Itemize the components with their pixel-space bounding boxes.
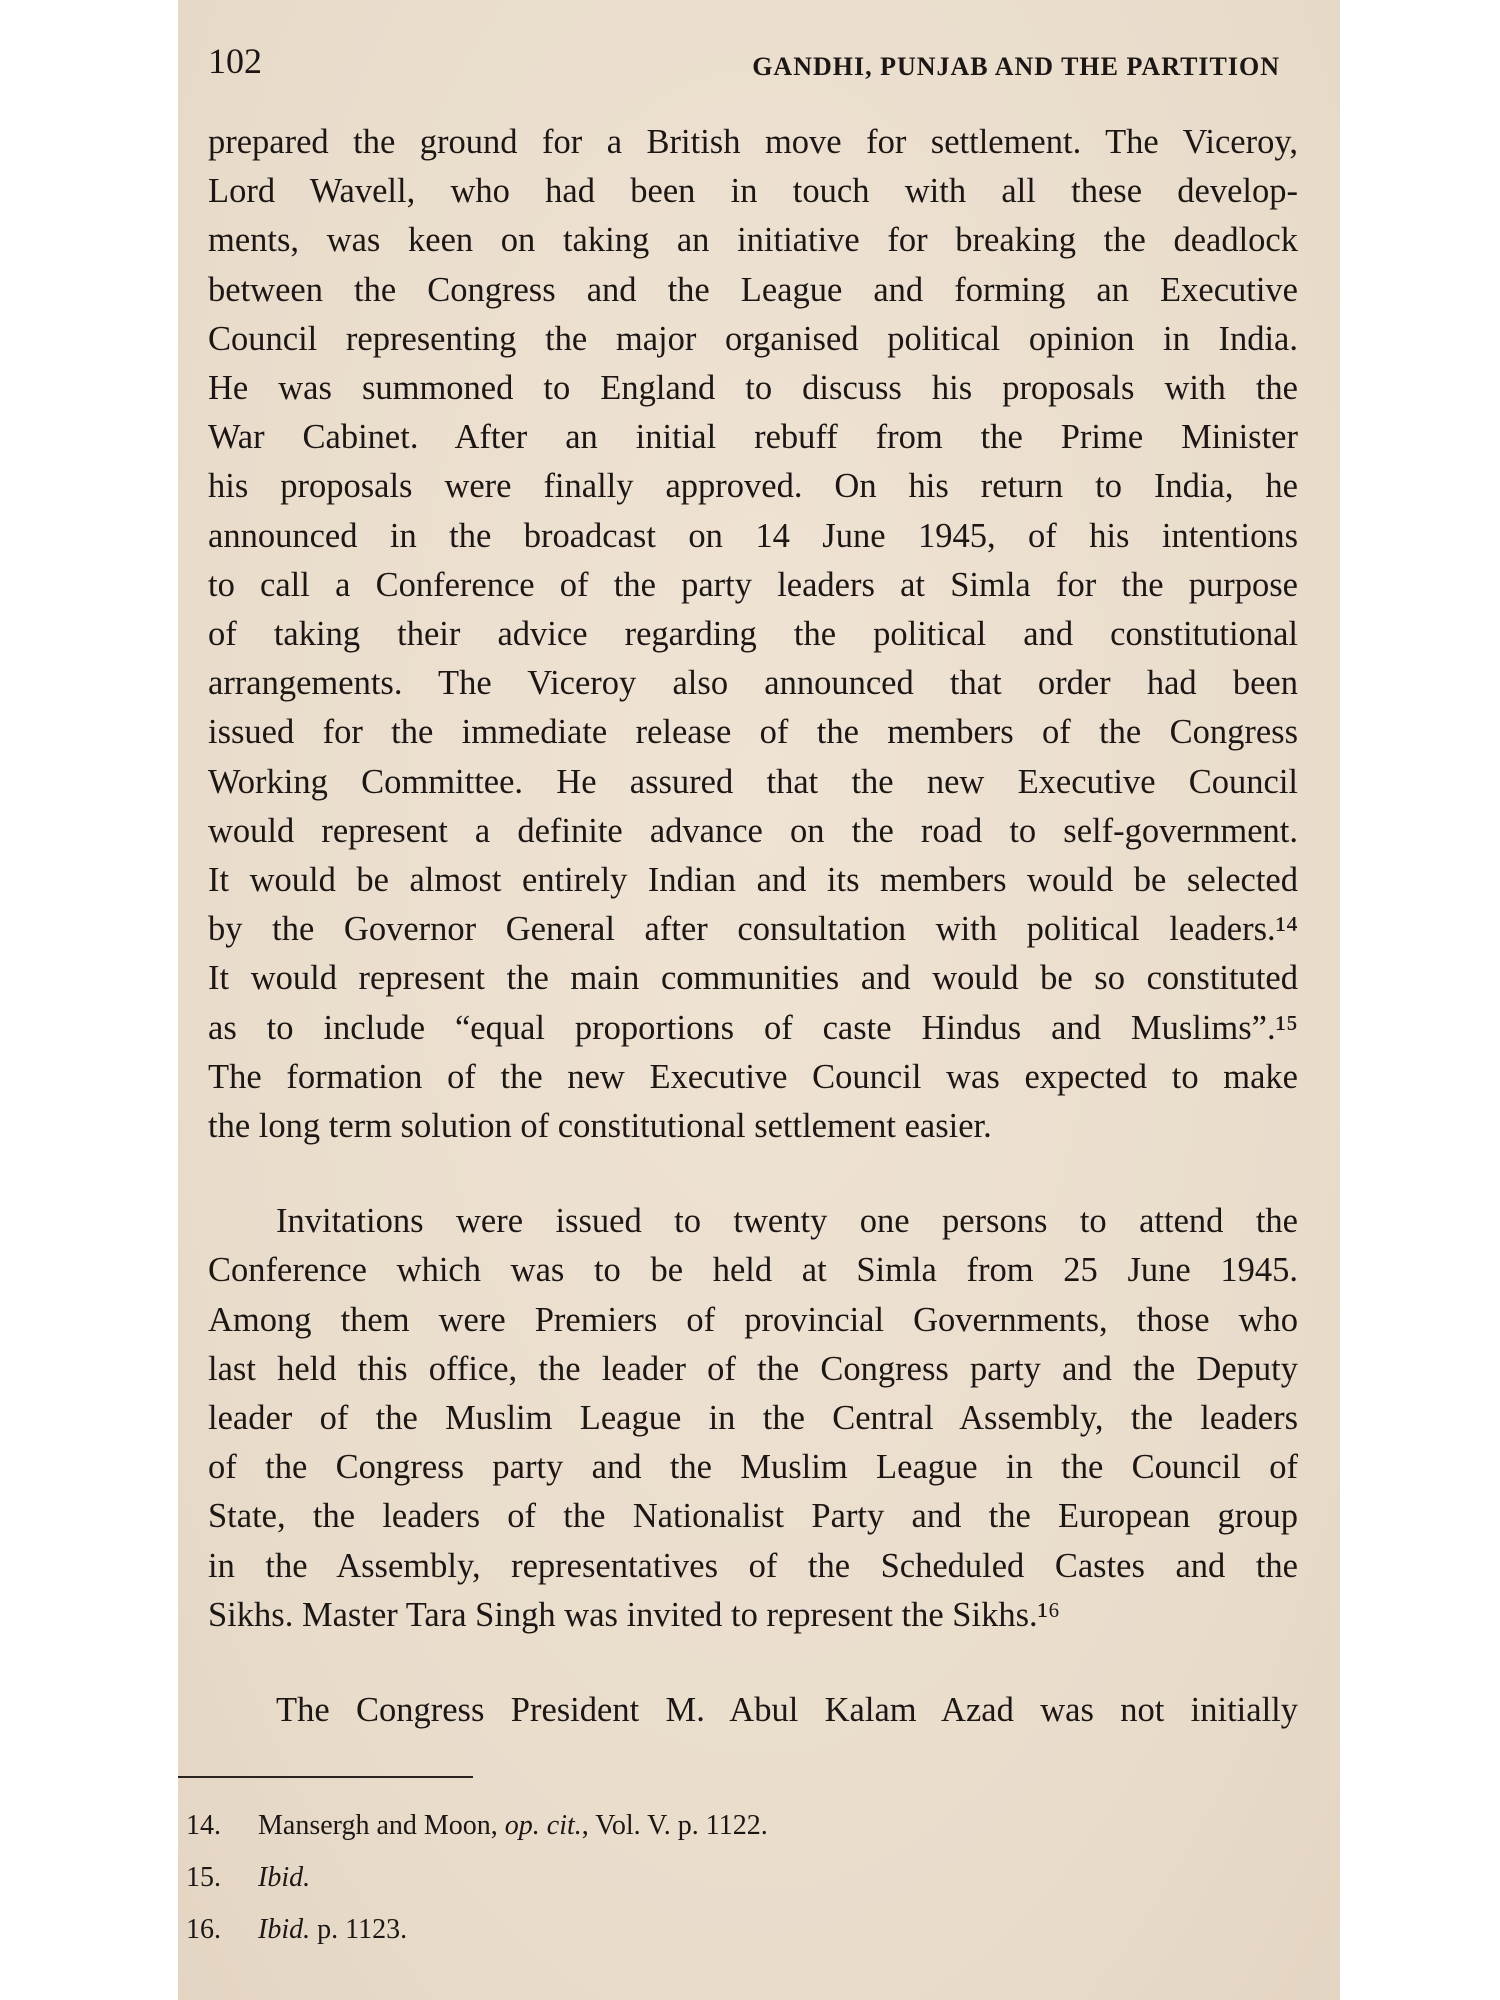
text-line: arrangements. The Viceroy also announced that order had been (208, 664, 1298, 703)
text-line: He was summoned to England to discuss his proposals with the (208, 369, 1298, 408)
text-line: as to include “equal proportions of caste Hindus and Muslims”.¹⁵ (208, 1008, 1298, 1047)
paragraph (208, 118, 1298, 1151)
text-line: Sikhs. Master Tara Singh was invited to represent the Sikhs.¹⁶ (208, 1595, 1061, 1634)
footnote-italic: op. cit. (504, 1810, 582, 1841)
text-line: leader of the Muslim League in the Central Assembly, the leaders (208, 1399, 1298, 1438)
page-number: 102 (208, 41, 262, 81)
text-line: It would be almost entirely Indian and its members would be selected (208, 861, 1298, 900)
text-line: between the Congress and the League and forming an Executive (208, 270, 1298, 309)
running-head: GANDHI, PUNJAB AND THE PARTITION (752, 52, 1280, 81)
text-line: in the Assembly, representatives of the Scheduled Castes and the (208, 1546, 1298, 1585)
book-page (178, 0, 1340, 2000)
paragraph (208, 1197, 1298, 1640)
text-line: Invitations were issued to twenty one persons to attend the (276, 1202, 1298, 1241)
footnote (186, 1904, 768, 1956)
text-line: Working Committee. He assured that the new Executive Council (208, 762, 1298, 801)
footnote-divider (178, 1776, 473, 1778)
text-line: of taking their advice regarding the political and constitutional (208, 615, 1298, 654)
text-line: Council representing the major organised political opinion in India. (208, 319, 1298, 358)
text-line: issued for the immediate release of the members of the Congress (208, 713, 1298, 752)
text-line: his proposals were finally approved. On his return to India, he (208, 467, 1298, 506)
text-line: the long term solution of constitutional settlement easier. (208, 1107, 992, 1146)
text-line: by the Governor General after consultation with political leaders.¹⁴ (208, 910, 1298, 949)
footnote-text: p. 1123. (310, 1914, 408, 1945)
footnote-italic: Ibid. (258, 1914, 311, 1945)
text-line: The Congress President M. Abul Kalam Azad was not initially (276, 1691, 1298, 1730)
footnote-number: 14. (186, 1810, 221, 1841)
footnote-text: Mansergh and Moon, (258, 1810, 505, 1841)
footnote-text: , Vol. V. p. 1122. (581, 1810, 768, 1841)
text-line: War Cabinet. After an initial rebuff from the Prime Minister (208, 418, 1298, 457)
text-line: ments, was keen on taking an initiative for breaking the deadlock (208, 221, 1298, 260)
paragraph (208, 1686, 1298, 1735)
footnotes (186, 1800, 768, 1956)
footnote-number: 16. (186, 1914, 221, 1945)
footnote-italic: Ibid. (258, 1862, 311, 1893)
footnote-number: 15. (186, 1862, 221, 1893)
text-line: The formation of the new Executive Council was expected to make (208, 1057, 1298, 1096)
text-line: prepared the ground for a British move for settlement. The Viceroy, (208, 123, 1298, 161)
body-text (208, 118, 1298, 1735)
text-line: would represent a definite advance on the road to self-government. (208, 811, 1298, 850)
text-line: last held this office, the leader of the Congress party and the Deputy (208, 1349, 1298, 1388)
text-line: to call a Conference of the party leaders at Simla for the purpose (208, 565, 1298, 604)
page-header (208, 40, 1280, 90)
text-line: announced in the broadcast on 14 June 1945, of his intentions (208, 516, 1298, 555)
text-line: Among them were Premiers of provincial Governments, those who (208, 1300, 1298, 1339)
text-line: It would represent the main communities and would be so constituted (208, 959, 1298, 998)
footnote (186, 1852, 768, 1904)
text-line: of the Congress party and the Muslim League in the Council of (208, 1448, 1298, 1487)
text-line: Lord Wavell, who had been in touch with all these develop- (208, 172, 1298, 211)
text-line: Conference which was to be held at Simla from 25 June 1945. (208, 1251, 1298, 1290)
footnote (186, 1800, 768, 1852)
text-line: State, the leaders of the Nationalist Party and the European group (208, 1497, 1298, 1536)
